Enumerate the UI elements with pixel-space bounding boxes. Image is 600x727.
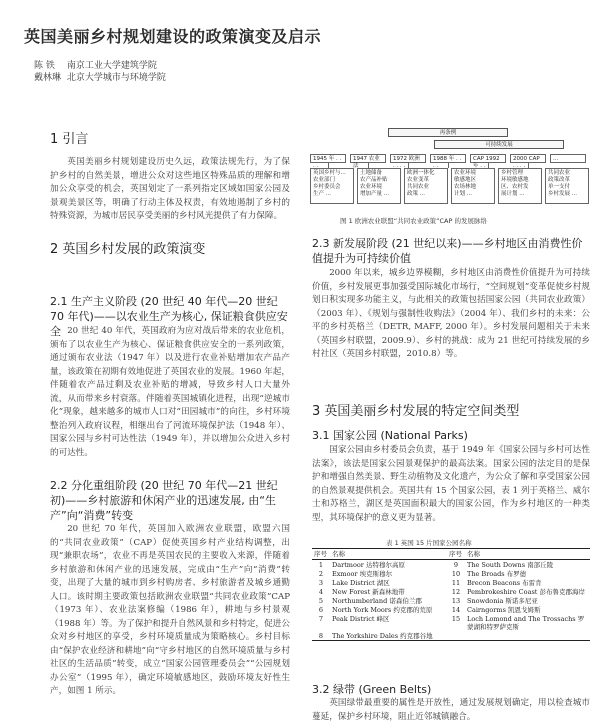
section-3-2-heading: 3.2 绿带 (Green Belts) — [312, 683, 432, 696]
paragraph: 20 世纪 70 年代，英国加入欧洲农业联盟，欧盟六国的“共同农业政策”（CAP）促使英国乡村产业结构调整，出现“兼职农场”，农业不再是英国农民的主要收入来源，伴随着乡村旅游和休闲产业的迅速发展，完成由“生产”向“消费”转变，出现了大量的城市到乡村购房者、乡村旅游者及城乡通勤人口。该时期主要政策包括欧洲农业联盟“共同农业政策”CAP（1973 年）、农业法案修编（1986 年），耕地与乡村景观（1988 年）等。为了保护和提升自然风景和乡村特定，促进公众对乡村地区的享受，乡村环境质量成为策略核心。乡村目标由“保护农业经济和耕地”向“守乡村地区的自然环境质量与乡村社区的生活品质”转变，成立“国家公园管理委员会”“公园规划办公室”（1995 年），确定环境敏感地区，鼓励环境友好性生产，如图 1 所示。 — [50, 524, 290, 696]
diagram-detail-box: 欧洲一体化 农业变革 共同农业 政策 ... — [404, 168, 448, 204]
table-header-cell: 名称 — [330, 549, 447, 560]
paragraph: 英国绿带最重要的属性是开放性，通过发展规划确定，用以检查城市蔓延，保护乡村环境，阻止近邻城镇融合。 — [312, 698, 590, 722]
diagram-detail-box: 农业环境 敏感地区 农场林地 计划 ... — [451, 168, 495, 204]
table-header-cell: 序号 — [312, 549, 330, 560]
table-header-cell: 名称 — [465, 549, 590, 560]
section-3-1-heading: 3.1 国家公园 (National Parks) — [312, 429, 468, 442]
table-cell: North York Moors 约克郡的荒原 — [332, 605, 433, 614]
section-2-2-heading: 2.2 分化重组阶段 (20 世纪 70 年代—21 世纪初)——乡村旅游和休闲产业的迅速发展, 由“生产”向“消费”转变 — [50, 479, 278, 522]
table-row — [312, 596, 590, 605]
table-cell: Pembrokeshire Coast 彭布鲁克郡海岸 — [467, 587, 585, 596]
diagram-second-box: 可持续发展 — [434, 140, 564, 149]
table-row — [312, 569, 590, 578]
table-cell: 3 — [318, 578, 324, 587]
table-cell: Loch Lomond and The Trossachs 罗蒙湖和特罗萨克斯 — [467, 614, 585, 631]
table-cell: 7 — [318, 614, 324, 623]
diagram-stage-box: ... — [550, 154, 586, 163]
section-2-2-body — [50, 523, 290, 699]
table-cell: The South Downs 南部丘陵 — [467, 560, 554, 569]
table-row — [312, 614, 590, 631]
diagram-stage-box: 1945 年 . . . . — [310, 154, 346, 163]
diagram-detail-box: 英国乡村与... 农业部门 乡村委员会 生产 ... — [310, 168, 354, 204]
table-row — [312, 587, 590, 596]
diagram-stage-box: CAP 1992 年 . . — [470, 154, 506, 163]
diagram-stage-box: 1947 农业法 — [350, 154, 386, 163]
table-cell: Peak District 峰区 — [332, 614, 390, 623]
table-cell: 1 — [318, 560, 324, 569]
table-cell: Cairngorms 凯恩戈姆斯 — [467, 605, 541, 614]
figure-1-caption: 图 1 欧洲农业联盟“共同农业政策”CAP 的发展脉络 — [340, 217, 487, 225]
diagram-stage-box: 2000 CAP . . . . — [510, 154, 546, 163]
diagram-top-box: 再条例 — [388, 128, 508, 137]
table-cell: 11 — [451, 578, 461, 587]
table-cell: 4 — [318, 587, 324, 596]
table-cell: The Broads 布罗德 — [467, 569, 527, 578]
paper-title: 英国美丽乡村规划建设的政策演变及启示 — [24, 27, 322, 46]
table-cell: 12 — [451, 587, 461, 596]
table-cell: 14 — [451, 605, 461, 614]
paragraph: 英国美丽乡村规划建设历史久远，政策法规先行，为了保护乡村的自然美景，增进公众对这些地区特殊品质的理解和增加公众享受的机会，英国划定了一系列指定区域如国家公园及景观美景区等，明确了行动主体及权责，有效地遏制了乡村的特殊资源，为城市居民享受美丽的乡村风光提供了有力保障。 — [50, 157, 290, 221]
table-cell: Exmoor 埃克斯穆尔 — [332, 569, 393, 578]
section-2-1-body — [50, 325, 290, 460]
section-1-heading: 1 引言 — [50, 132, 89, 147]
diagram-stage-box: 1988 年 . . . . — [430, 154, 466, 163]
table-cell: 8 — [312, 631, 330, 641]
section-3-heading: 3 英国美丽乡村发展的特定空间类型 — [312, 404, 520, 419]
section-2-1-heading: 2.1 生产主义阶段 (20 世纪 40 年代—20 世纪 70 年代)——以农业生产为核心, 保证粮食供应安全 — [50, 295, 288, 338]
table-cell: 5 — [318, 596, 324, 605]
national-parks-table — [312, 548, 590, 641]
table-header-cell: 序号 — [447, 549, 465, 560]
table-cell: 10 — [451, 569, 461, 578]
author-affiliation: 北京大学城市与环境学院 — [66, 73, 166, 83]
table-1-title: 表 1 英国 15 片国家公园名称 — [386, 539, 472, 547]
table-cell: 6 — [318, 605, 324, 614]
paragraph: 2000 年以来，城乡边界模糊，乡村地区由消费性价值提升为可持续价值，乡村发展更事加强受国际城化市场行，“空间规划”变革促使乡村规划日积实现多功能主义，与此相关的政策包括国家公园（共同农业政策）（2003 年）、《规划与强制性收购法》（2004 年）、我们乡村的未来：公平的乡村英格兰（DETR, MAFF, 2000 年）。乡村发展问题相关于未来（英国乡村联盟，2009.9）、乡村的挑战：成为 21 世纪可持续发展的乡村社区（英国乡村联盟，2010.8）等。 — [312, 268, 590, 359]
figure-1-diagram — [310, 128, 590, 213]
author-line-2 — [34, 70, 166, 83]
table-cell — [465, 631, 590, 641]
section-3-2-body — [312, 697, 590, 724]
table-cell: New Forest 新森林地带 — [332, 587, 405, 596]
table-row — [312, 605, 590, 614]
table-cell: 13 — [451, 596, 461, 605]
table-cell: 15 — [451, 614, 461, 623]
section-2-heading: 2 英国乡村发展的政策演变 — [50, 242, 206, 257]
table-row — [312, 578, 590, 587]
author-name: 陈 铁 — [34, 61, 55, 71]
paragraph: 国家公园由乡村委员会负责，基于 1949 年《国家公园与乡村可达性法案》，该法是国家公园景观保护的最高法案。国家公园的法定目的是保护和增强自然美景、野生动植物及文化遗产，为公众了解和享受国家公园的自然景观提供机会。英国共有 15 个国家公园，表 1 列于英格兰、威尔士和苏格兰，湖区是英国面积最大的国家公园，作为乡村地区的一种类型，其环境保护的意义更为显著。 — [312, 445, 590, 523]
diagram-detail-box: 乡村管理 环境敏感地 区、农村发 展计划 ... — [498, 168, 542, 204]
author-name: 戴林琳 — [34, 73, 62, 83]
section-1-body — [50, 156, 290, 224]
section-2-3-body — [312, 267, 590, 362]
diagram-detail-box: 共同农业 政策改革 单一支付 乡村发展 ... — [545, 168, 589, 204]
diagram-detail-box: 土地储备 农产品补贴 农业环境 增加产量 ... — [357, 168, 401, 204]
table-cell: Lake District 湖区 — [332, 578, 390, 587]
table-cell: Snowdonia 斯诺多尼亚 — [467, 596, 538, 605]
table-cell: 9 — [453, 560, 459, 569]
table-cell: Dartmoor 达特穆尔高原 — [332, 560, 405, 569]
section-3-1-body — [312, 444, 590, 525]
table-cell — [447, 631, 465, 641]
table-row — [312, 631, 590, 641]
section-2-3-heading: 2.3 新发展阶段 (21 世纪以来)——乡村地区由消费性价值提升为可持续价值 — [312, 237, 583, 265]
table-cell: The Yorkshire Dales 约克郡谷地 — [330, 631, 447, 641]
table-cell: Northumberland 诺森伯兰郡 — [332, 596, 422, 605]
table-cell: 2 — [318, 569, 324, 578]
diagram-stage-box: 1972 欧洲 . . . . — [390, 154, 426, 163]
table-cell: Brecon Beacons 布雷肯 — [467, 578, 542, 587]
table-row — [312, 560, 590, 570]
paragraph: 20 世纪 40 年代，英国政府为应对战后带来的农业危机，颁布了以农业生产为核心、保证粮食供应安全的一系列政策，通过颁布农业法（1947 年）以及进行农业补贴增加农产品产量，该政策在初期有效地促进了英国农业的发展。1960 年起，伴随着农产品过剩及农业补贴的增减，导致乡村人口大量外流，从而带来乡村衰落。伴随着英国城镇化进程，出现“逆城市化”现象，越来越多的城市人口对“田园城市”的向往，乡村环境整治列入政府议程，相继出台了河流环境保护法（1948 年）、国家公园与乡村可达性法（1949 年），并以增加公众进入乡村的可达性。 — [50, 326, 290, 458]
author-affiliation: 南京工业大学建筑学院 — [66, 61, 157, 71]
table-header-row — [312, 549, 590, 560]
